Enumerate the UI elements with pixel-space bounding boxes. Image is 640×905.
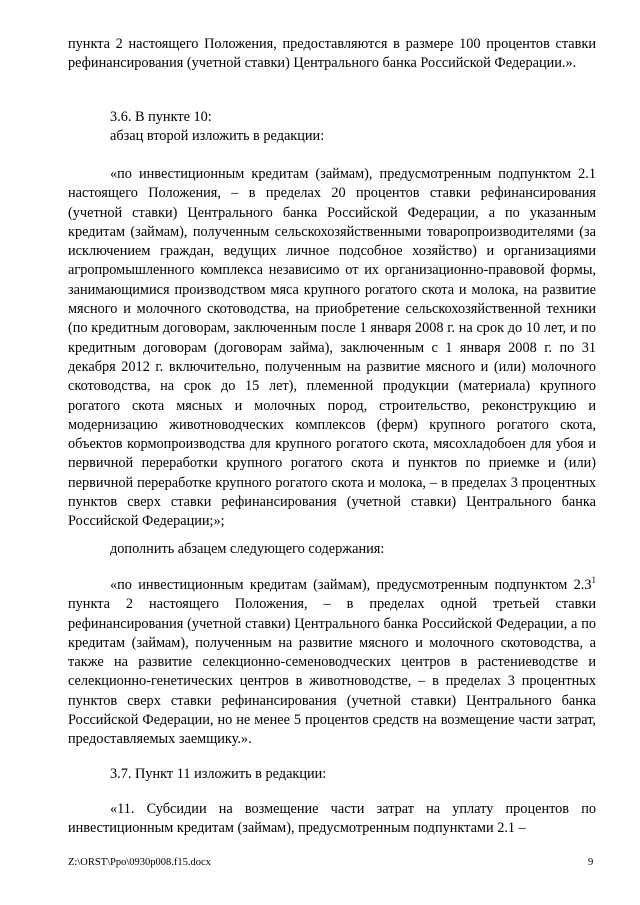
- item-11-paragraph: [68, 800, 596, 839]
- addition-instruction-text: дополнить абзацем следующего содержания:: [110, 541, 385, 557]
- addition-instruction-block: [68, 540, 596, 559]
- footer-page-number: 9: [588, 857, 594, 868]
- quote-1-text: «по инвестиционным кредитам (займам), предусмотренным подпунктом 2.1 настоящего Положения, – в пределах 20 процентов ставки рефинансирования (учетной ставки) Центрального банка Российской Федерации, а по указанным кредитам (займам), полученным сельскохозяйственными товаропроизводителями (за исключением граждан, ведущих личное подсобное хозяйство) и организациями агропромышленного комплекса независимо от их организационно-правовой формы, занимающимися производством мяса крупного рогатого скота и молока, на развитие мясного и молочного скотоводства, на приобретение сельскохозяйственной техники (по кредитным договорам, заключенным после 1 января 2008 г. на срок до 10 лет, и по кредитным договорам (договорам займа), заключенным с 1 января 2008 г. по 31 декабря 2012 г. включительно, полученным на развитие мясного и (или) молочного скотоводства, на срок до 15 лет), племенной продукции (материала) крупного рогатого скота мясных и молочных пород, строительство, реконструкцию и модернизацию животноводческих комплексов (ферм) крупного рогатого скота, объектов кормопроизводства для крупного рогатого скота, мясохладобоен для убоя и первичной переработки крупного рогатого скота и пунктов по приемке и (или) первичной переработке крупного рогатого скота и молока, – в пределах 3 процентных пунктов сверх ставки рефинансирования (учетной ставки) Центрального банка Российской Федерации;»;: [68, 166, 596, 530]
- quote-2-text: [68, 576, 596, 750]
- quote-paragraph-1: [68, 165, 596, 532]
- superscript-marker: 1: [591, 575, 596, 585]
- item-11-text: «11. Субсидии на возмещение части затрат на уплату процентов по инвестиционным кредитам (займам), предусмотренным подпунктами 2.1 –: [68, 801, 596, 837]
- item-3-6: [68, 108, 596, 147]
- continuation-text: пункта 2 настоящего Положения, предоставляются в размере 100 процентов ставки рефинансирования (учетной ставки) Центрального банка Российской Федерации.».: [68, 36, 596, 72]
- continuation-paragraph: [68, 35, 596, 74]
- footer-file-path: Z:\ORST\Ppo\0930p008.f15.docx: [68, 857, 211, 868]
- quote-2-rest: пункта 2 настоящего Положения, – в пределах одной третьей ставки рефинансирования (учетной ставки) Центрального банка Российской Федерации, а по кредитам (займам), полученным на развитие мясного и молочного скотоводства, а также на развитие селекционно-семеноводческих центров в растениеводстве и селекционно-генетических центров в животноводстве, – в пределах 3 процентных пунктов сверх ставки рефинансирования (учетной ставки) Центрального банка Российской Федерации, но не менее 5 процентов средств на возмещение части затрат, предоставляемых заемщику.».: [68, 596, 596, 748]
- item-3-7-text: 3.7. Пункт 11 изложить в редакции:: [110, 766, 327, 782]
- item-3-6-heading: 3.6. В пункте 10:: [110, 109, 212, 125]
- quote-2-start: «по инвестиционным кредитам (займам), предусмотренным подпунктом 2.3: [110, 577, 592, 593]
- item-3-7: [68, 765, 596, 784]
- quote-paragraph-2: [68, 576, 596, 750]
- item-3-6-instruction: абзац второй изложить в редакции:: [110, 128, 325, 145]
